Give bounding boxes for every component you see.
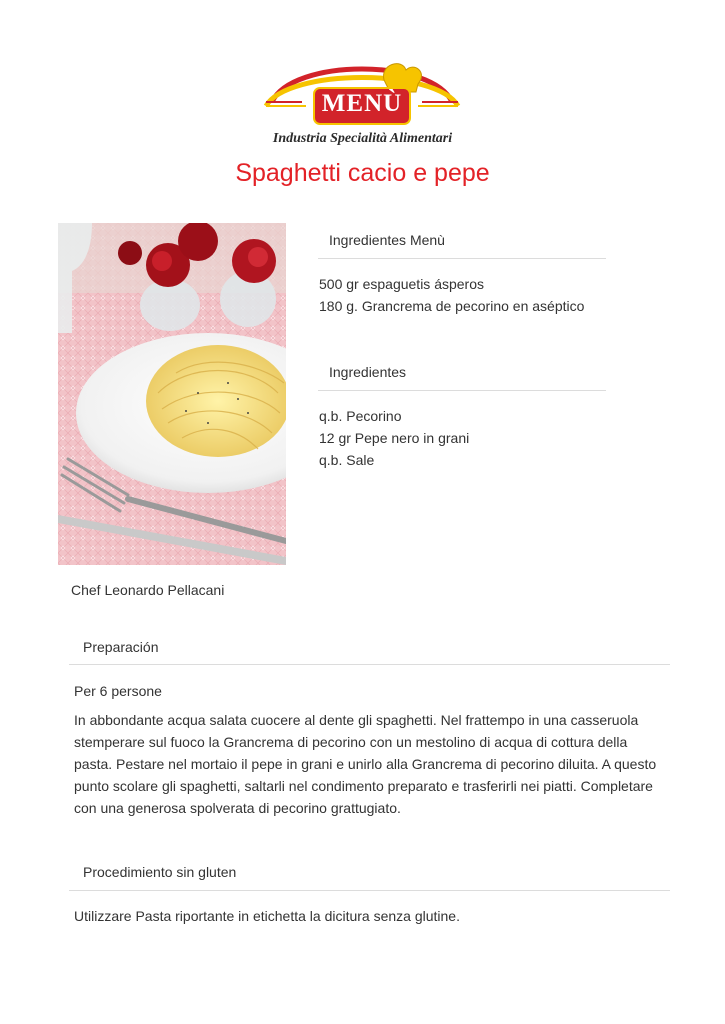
divider xyxy=(69,890,670,891)
recipe-photo xyxy=(58,223,286,565)
recipe-title: Spaghetti cacio e pepe xyxy=(235,159,490,187)
chef-name: Chef Leonardo Pellacani xyxy=(71,582,225,598)
divider xyxy=(318,258,606,259)
gluten-free-heading: Procedimiento sin gluten xyxy=(83,864,237,880)
ingredients-heading: Ingredientes xyxy=(329,364,407,380)
ingredients-menu-heading: Ingredientes Menù xyxy=(329,232,445,248)
preparation-text: In abbondante acqua salata cuocere al dente gli spaghetti. Nel frattempo in una casseruola stemperare sul fuoco la Grancrema di pecorino con un mestolino di acqua di cottura della pasta. Pestare nel mortaio il pepe in grani e unirlo alla Grancrema di pecorino diluita. A questo punto scolare gli spaghetti, saltarli nel condimento preparato e trasferirli nei piatti. Completare con una generosa spolverata di pecorino grattugiato. xyxy=(74,712,657,816)
list-item: 500 gr espaguetis ásperos xyxy=(319,276,484,292)
logo-tagline: Industria Specialità Alimentari xyxy=(272,131,453,146)
ingredients-menu-list xyxy=(319,273,584,317)
list-item: 12 gr Pepe nero in grani xyxy=(319,430,470,446)
preparation-heading: Preparación xyxy=(83,639,159,655)
list-item: q.b. Pecorino xyxy=(319,408,402,424)
logo-brand-text: MENÙ xyxy=(321,90,403,117)
servings: Per 6 persone xyxy=(74,683,162,699)
list-item: 180 g. Grancrema de pecorino en aséptico xyxy=(319,298,585,314)
ingredients-list xyxy=(319,405,469,471)
gluten-free-text: Utilizzare Pasta riportante in etichetta la dicitura senza glutine. xyxy=(74,908,460,924)
divider xyxy=(318,390,606,391)
list-item: q.b. Sale xyxy=(319,452,375,468)
divider xyxy=(69,664,670,665)
